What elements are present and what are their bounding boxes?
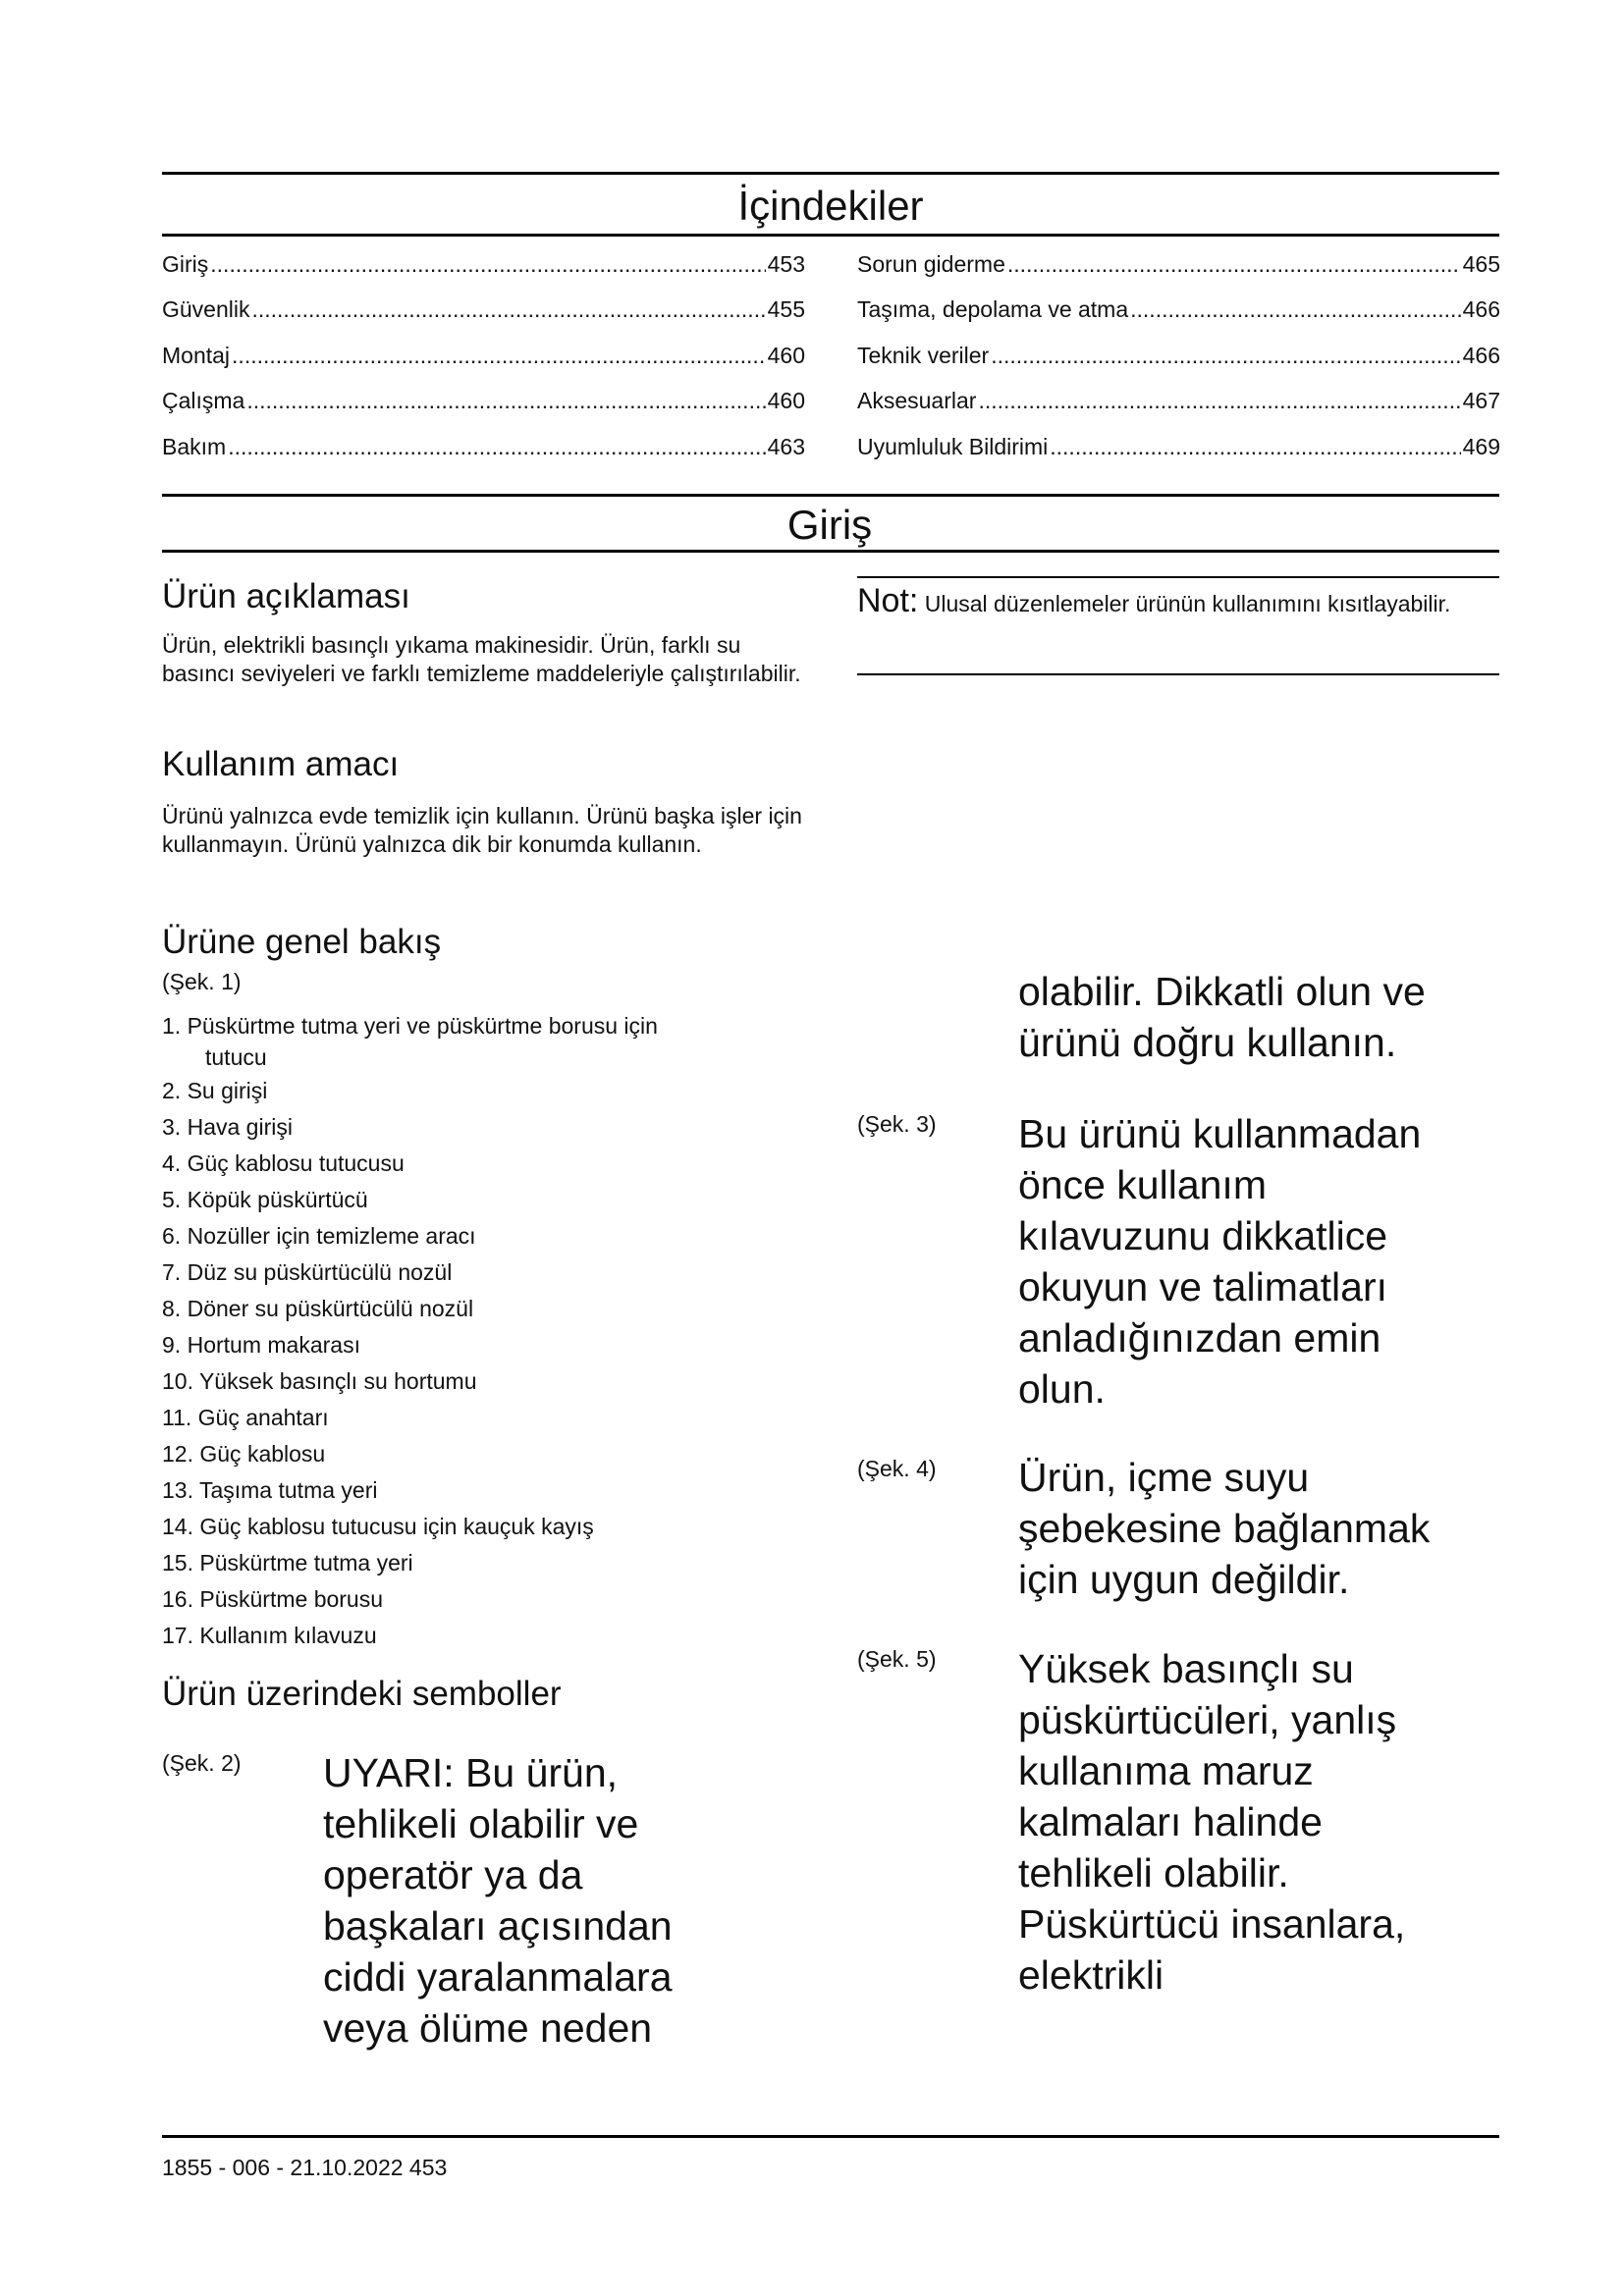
list-item	[162, 1583, 771, 1620]
list-item-number: 14.	[162, 1514, 193, 1539]
toc-leader	[1050, 434, 1460, 460]
toc-entry[interactable]	[857, 296, 1500, 336]
toc-entry-page: 463	[767, 434, 805, 459]
figure-2-warning-continuation: olabilir. Dikkatli olun ve ürünü doğru kullanın.	[1018, 969, 1426, 1065]
note-box	[857, 582, 1499, 619]
figure-2-ref: (Şek. 2)	[162, 1750, 242, 1776]
list-item-number: 4.	[162, 1150, 182, 1176]
list-item-text: Püskürtme tutma yeri	[199, 1550, 413, 1575]
list-item	[162, 1010, 771, 1075]
list-item-number: 9.	[162, 1332, 182, 1358]
list-item	[162, 1511, 771, 1547]
list-item-number: 17.	[162, 1623, 193, 1648]
intended-use-text: Ürünü yalnızca evde temizlik için kullanın. Ürünü başka işler için kullanmayın. Ürünü yalnızca dik bir konumda kullanın.	[162, 803, 802, 857]
toc-entry[interactable]	[857, 251, 1500, 291]
list-item-number: 3.	[162, 1114, 182, 1140]
page-footer: 1855 - 006 - 21.10.2022 453	[162, 2155, 448, 2180]
symbols-heading: Ürün üzerindeki semboller	[162, 1675, 562, 1713]
list-item-number: 6.	[162, 1223, 182, 1249]
list-item-number: 15.	[162, 1550, 193, 1575]
list-item	[162, 1547, 771, 1583]
toc-entry-label: Uyumluluk Bildirimi	[857, 434, 1049, 459]
list-item-number: 8.	[162, 1296, 182, 1321]
list-item	[162, 1256, 771, 1293]
list-item	[162, 1474, 771, 1511]
list-item	[162, 1075, 771, 1111]
section-top-rule	[162, 494, 1499, 497]
figure-4-ref: (Şek. 4)	[857, 1456, 937, 1481]
toc-entry[interactable]	[162, 388, 805, 427]
list-item-text: Köpük püskürtücü	[187, 1187, 368, 1212]
list-item-text: Taşıma tutma yeri	[198, 1477, 378, 1503]
toc-entry-label: Çalışma	[162, 388, 245, 413]
list-item-number: 13.	[162, 1477, 193, 1503]
toc-entry[interactable]	[162, 434, 805, 473]
list-item-number: 11.	[162, 1405, 192, 1430]
toc-entry[interactable]	[162, 296, 805, 336]
note-top-rule	[857, 576, 1499, 578]
list-item-number: 7.	[162, 1259, 182, 1285]
list-item-number: 10.	[162, 1368, 193, 1394]
toc-leader	[1130, 296, 1460, 323]
list-item-text: Güç kablosu tutucusu	[187, 1150, 405, 1176]
list-item	[162, 1293, 771, 1329]
list-item	[162, 1620, 771, 1656]
list-item-text: Yüksek basınçlı su hortumu	[198, 1368, 477, 1394]
toc-leader	[251, 296, 765, 323]
list-item-text: Güç anahtarı	[197, 1405, 329, 1430]
overview-heading: Ürüne genel bakış	[162, 923, 442, 961]
product-description-text: Ürün, elektrikli basınçlı yıkama makinesidir. Ürün, farklı su basıncı seviyeleri ve farklı temizleme maddeleriyle çalıştırılabilir.	[162, 632, 801, 686]
toc-leader	[246, 388, 765, 414]
list-item	[162, 1148, 771, 1184]
toc-bottom-rule	[162, 234, 1499, 237]
list-item-continuation: tutucu	[205, 1044, 267, 1070]
list-item	[162, 1111, 771, 1148]
list-item-number: 1.	[162, 1013, 182, 1039]
toc-entry-label: Giriş	[162, 251, 209, 277]
note-label: Not:	[857, 582, 919, 619]
list-item-number: 5.	[162, 1187, 182, 1212]
toc-leader	[228, 434, 765, 460]
toc-entry-label: Aksesuarlar	[857, 388, 977, 413]
figure-5-ref: (Şek. 5)	[857, 1646, 937, 1672]
toc-entry-label: Teknik veriler	[857, 343, 990, 368]
list-item-text: Püskürtme tutma yeri ve püskürtme borusu için	[187, 1013, 658, 1039]
toc-entry-label: Güvenlik	[162, 296, 250, 322]
list-item	[162, 1220, 771, 1256]
note-bottom-rule	[857, 673, 1499, 675]
figure-5-text: Yüksek basınçlı su püskürtücüleri, yanlış kullanıma maruz kalmaları halinde tehlikeli olabilir. Püskürtücü insanlara, elektrikli	[1018, 1646, 1406, 1998]
toc-entry[interactable]	[857, 434, 1500, 473]
section-title: Giriş	[786, 502, 873, 548]
note-text: Ulusal düzenlemeler ürünün kullanımını kısıtlayabilir.	[924, 591, 1451, 616]
product-description-heading: Ürün açıklaması	[162, 577, 410, 615]
intended-use-heading: Kullanım amacı	[162, 745, 400, 783]
toc-leader	[978, 388, 1460, 414]
toc-entry-page: 455	[767, 296, 805, 322]
toc-entry-label: Bakım	[162, 434, 227, 459]
list-item	[162, 1402, 771, 1438]
toc-entry-page: 469	[1462, 434, 1500, 459]
section-bottom-rule	[162, 550, 1499, 553]
list-item-text: Nozüller için temizleme aracı	[187, 1223, 476, 1249]
toc-entry-page: 467	[1462, 388, 1500, 413]
list-item-text: Su girişi	[187, 1078, 268, 1103]
toc-entry-page: 466	[1462, 343, 1500, 368]
toc-leader	[991, 343, 1460, 369]
toc-entry-page: 466	[1462, 296, 1500, 322]
list-item-text: Güç kablosu tutucusu için kauçuk kayış	[199, 1514, 594, 1539]
toc-entry-label: Sorun giderme	[857, 251, 1005, 277]
footer-rule	[162, 2135, 1499, 2138]
list-item-text: Döner su püskürtücülü nozül	[187, 1296, 474, 1321]
list-item-text: Püskürtme borusu	[199, 1586, 384, 1612]
list-item	[162, 1329, 771, 1365]
toc-leader	[1007, 251, 1461, 278]
toc-title: İçindekiler	[737, 183, 924, 229]
toc-entry-page: 460	[767, 343, 805, 368]
toc-leader	[210, 251, 765, 278]
toc-leader	[232, 343, 766, 369]
list-item-text: Düz su püskürtücülü nozül	[187, 1259, 453, 1285]
toc-entry[interactable]	[857, 343, 1500, 382]
toc-entry[interactable]	[857, 388, 1500, 427]
toc-entry-label: Taşıma, depolama ve atma	[857, 296, 1129, 322]
figure-2-warning-text: UYARI: Bu ürün, tehlikeli olabilir ve operatör ya da başkaları açısından ciddi yaralanmalara veya ölüme neden	[323, 1750, 673, 2051]
list-item	[162, 1365, 771, 1402]
toc-entry-page: 453	[767, 251, 805, 277]
list-item-number: 2.	[162, 1078, 182, 1103]
toc-entry-label: Montaj	[162, 343, 231, 368]
list-item-text: Kullanım kılavuzu	[199, 1623, 377, 1648]
figure-4-text: Ürün, içme suyu şebekesine bağlanmak için uygun değildir.	[1018, 1455, 1431, 1602]
figure-3-ref: (Şek. 3)	[857, 1111, 937, 1137]
list-item-text: Hava girişi	[187, 1114, 293, 1140]
toc-entry-page: 465	[1462, 251, 1500, 277]
toc-top-rule	[162, 172, 1499, 175]
list-item	[162, 1438, 771, 1474]
toc-entry[interactable]	[162, 251, 805, 291]
list-item	[162, 1184, 771, 1220]
overview-list	[162, 1010, 771, 1656]
figure-3-text: Bu ürünü kullanmadan önce kullanım kılavuzunu dikkatlice okuyun ve talimatları anladığınızdan emin olun.	[1018, 1111, 1422, 1412]
list-item-number: 16.	[162, 1586, 193, 1612]
toc-entry[interactable]	[162, 343, 805, 382]
list-item-text: Güç kablosu	[199, 1441, 326, 1467]
overview-figure-ref: (Şek. 1)	[162, 969, 242, 994]
toc-entry-page: 460	[767, 388, 805, 413]
list-item-text: Hortum makarası	[187, 1332, 360, 1358]
list-item-number: 12.	[162, 1441, 193, 1467]
